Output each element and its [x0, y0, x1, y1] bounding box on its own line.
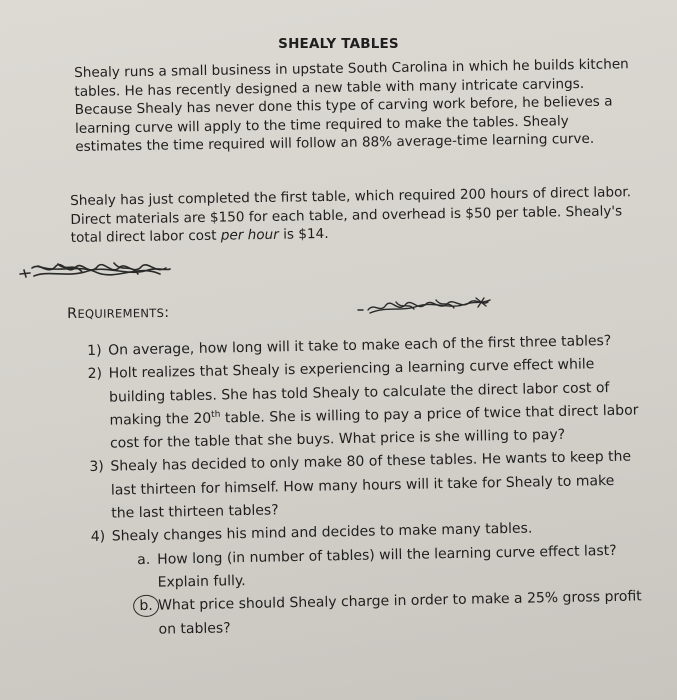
sub-item-text: Explain fully.: [157, 572, 246, 591]
item-text: Shealy has decided to only make 80 of these tables. He wants to keep the: [110, 449, 632, 476]
sub-item-text: What price should Shealy charge in order to make a 25% gross profit: [157, 588, 642, 614]
sub-item-letter: a.: [137, 551, 151, 568]
item-number: 2): [87, 366, 103, 383]
item-text: On average, how long will it take to make each of the first three tables?: [108, 332, 612, 359]
item-text: Holt realizes that Shealy is experiencing a learning curve effect while: [108, 356, 595, 382]
requirement-item-2: [87, 353, 649, 457]
paragraph-line: total direct labor cost per hour is $14.: [70, 226, 329, 247]
paragraph-line: Because Shealy has never done this type of carving work before, he believes a: [74, 93, 613, 119]
requirements-list: [87, 329, 653, 643]
document-title: SHEALY TABLES: [278, 36, 399, 52]
requirement-item-4b: [92, 585, 653, 642]
item-text: the last thirteen tables?: [111, 502, 279, 522]
item-number: 1): [87, 342, 102, 359]
sub-item-text: on tables?: [158, 619, 231, 638]
paragraph-line: learning curve will apply to the time required to make the tables. Shealy: [74, 113, 569, 137]
paragraph-line: Direct materials are $150 for each table, and overhead is $50 per table. Shealy's: [70, 202, 623, 228]
item-text: last thirteen for himself. How many hours will it take for Shealy to make: [110, 472, 615, 499]
paragraph-line: tables. He has recently designed a new table with many intricate carvings.: [74, 75, 585, 100]
intro-paragraph: [74, 55, 635, 157]
paragraph-line: Shealy has just completed the first table, which required 200 hours of direct labor.: [70, 184, 632, 209]
item-text: Shealy changes his mind and decides to make many tables.: [111, 520, 533, 545]
requirements-heading: REQUIREMENTS:: [67, 304, 170, 322]
paragraph-line: estimates the time required will follow an 88% average-time learning curve.: [75, 131, 595, 156]
sub-item-text: How long (in number of tables) will the learning curve effect last?: [157, 542, 617, 568]
item-number: 4): [90, 529, 106, 546]
item-number: 3): [89, 459, 104, 476]
sub-item-letter-circled: [138, 595, 159, 619]
crossed-out-scribble-right: [356, 296, 496, 320]
hand-drawn-circle: b.: [133, 595, 159, 617]
item-text: building tables. She has told Shealy to calculate the direct labor cost of: [108, 379, 610, 406]
details-paragraph: [70, 183, 641, 248]
item-text: making the 20th table. She is willing to pay a price of twice that direct labor: [109, 402, 639, 429]
ordinal-suffix: th: [211, 409, 221, 420]
requirement-item-3: [89, 446, 650, 527]
item-text: cost for the table that she buys. What price is she willing to pay?: [109, 427, 566, 452]
crossed-out-scribble-left: [18, 258, 178, 284]
emphasis-text: per hour: [220, 226, 279, 244]
paragraph-line: Shealy runs a small business in upstate South Carolina in which he builds kitchen: [74, 56, 629, 81]
